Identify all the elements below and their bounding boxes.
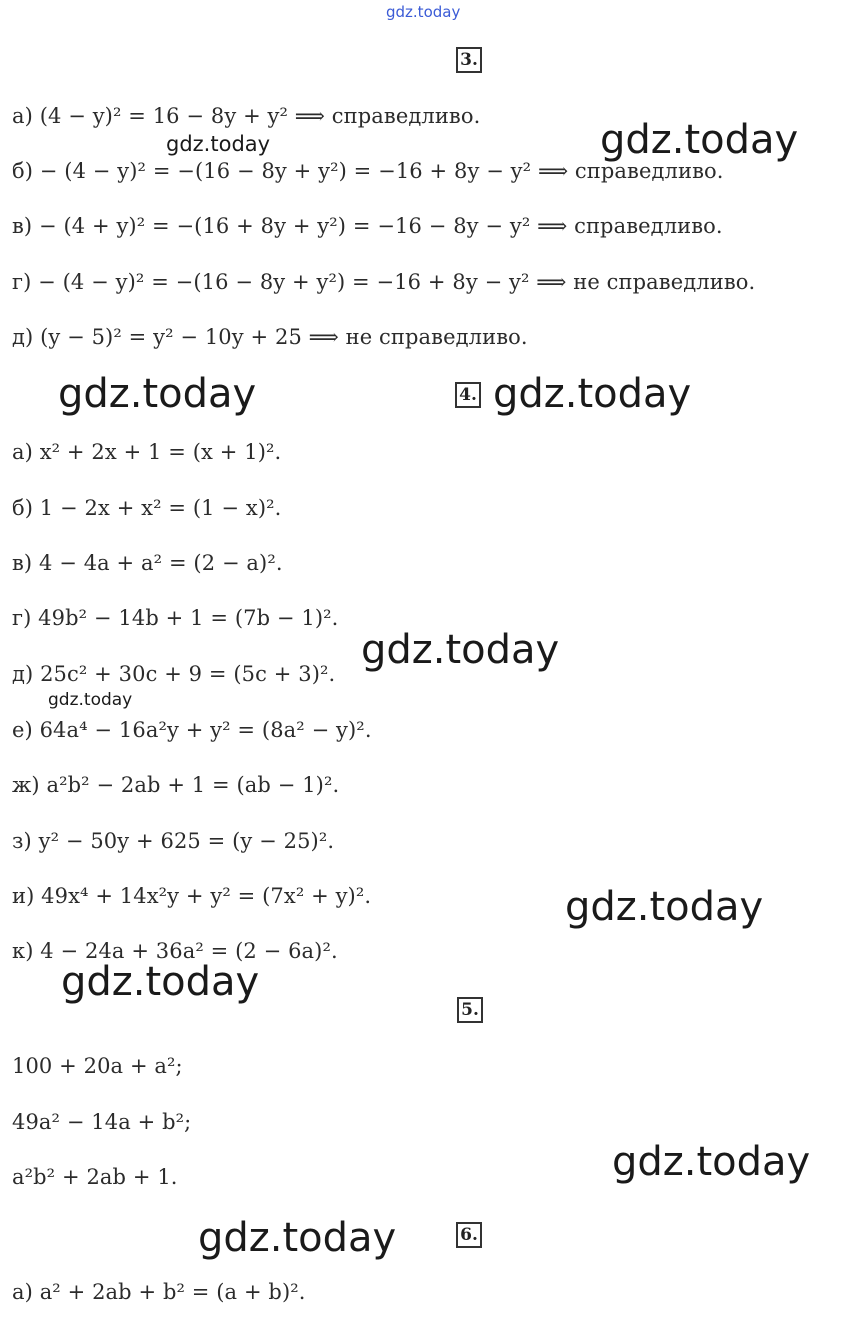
watermark: gdz.today [565, 884, 764, 930]
watermark: gdz.today [612, 1139, 811, 1185]
section-4-line-d: д) 25c² + 30c + 9 = (5c + 3)². [12, 662, 336, 686]
section-5-line-1: 100 + 20a + a²; [12, 1054, 183, 1078]
section-3-line-g: г) − (4 − y)² = −(16 − 8y + y²) = −16 + 8y − y² ⟹ не справедливо. [12, 270, 756, 294]
watermark: gdz.today [61, 959, 260, 1005]
section-4-line-a: а) x² + 2x + 1 = (x + 1)². [12, 440, 282, 464]
section-4-line-z: з) y² − 50y + 625 = (y − 25)². [12, 829, 335, 853]
section-5-number: 5. [457, 997, 483, 1023]
watermark: gdz.today [493, 371, 692, 417]
section-3-line-a: а) (4 − y)² = 16 − 8y + y² ⟹ справедливо. [12, 104, 481, 128]
section-4-number: 4. [455, 382, 481, 408]
watermark: gdz.today [48, 690, 133, 710]
section-3-line-b: б) − (4 − y)² = −(16 − 8y + y²) = −16 + 8y − y² ⟹ справедливо. [12, 159, 724, 183]
section-4-line-zh: ж) a²b² − 2ab + 1 = (ab − 1)². [12, 773, 340, 797]
watermark: gdz.today [361, 627, 560, 673]
watermark: gdz.today [600, 117, 799, 163]
section-4-line-b: б) 1 − 2x + x² = (1 − x)². [12, 496, 282, 520]
watermark: gdz.today [166, 132, 271, 156]
section-4-line-g: г) 49b² − 14b + 1 = (7b − 1)². [12, 606, 339, 630]
section-3-line-v: в) − (4 + y)² = −(16 + 8y + y²) = −16 − 8y − y² ⟹ справедливо. [12, 214, 723, 238]
section-4-line-k: к) 4 − 24a + 36a² = (2 − 6a)². [12, 939, 338, 963]
section-3-line-d: д) (y − 5)² = y² − 10y + 25 ⟹ не справедливо. [12, 325, 528, 349]
section-4-line-v: в) 4 − 4a + a² = (2 − a)². [12, 551, 283, 575]
section-5-line-3: a²b² + 2ab + 1. [12, 1165, 178, 1189]
section-6-number: 6. [456, 1222, 482, 1248]
section-3-number: 3. [456, 47, 482, 73]
section-6-line-a: а) a² + 2ab + b² = (a + b)². [12, 1280, 306, 1304]
section-4-line-i: и) 49x⁴ + 14x²y + y² = (7x² + y)². [12, 884, 372, 908]
section-5-line-2: 49a² − 14a + b²; [12, 1110, 192, 1134]
watermark: gdz.today [58, 371, 257, 417]
top-watermark: gdz.today [386, 3, 461, 21]
watermark: gdz.today [198, 1215, 397, 1261]
section-4-line-e: е) 64a⁴ − 16a²y + y² = (8a² − y)². [12, 718, 372, 742]
